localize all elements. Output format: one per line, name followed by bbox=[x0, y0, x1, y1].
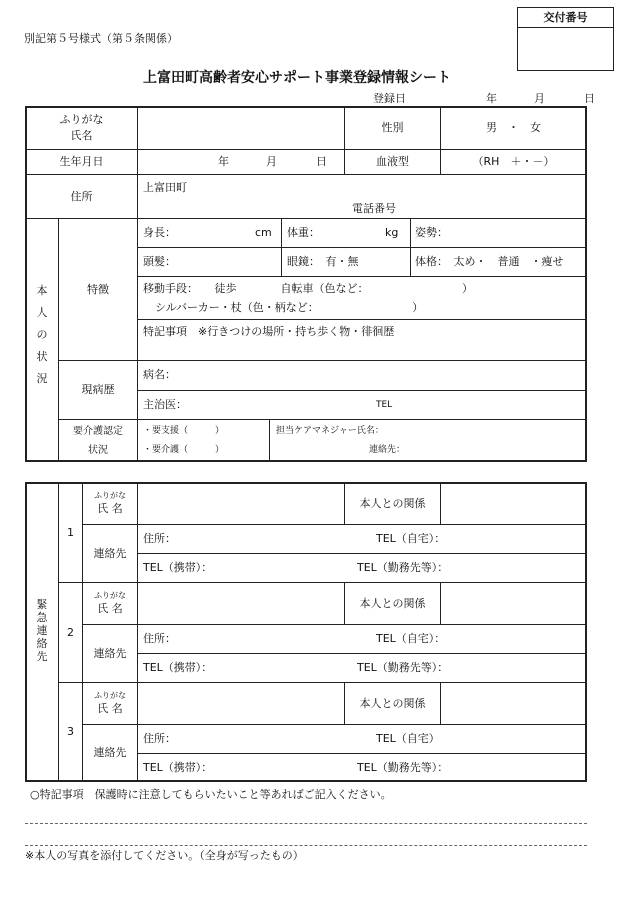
height-label: 身長： bbox=[143, 226, 176, 239]
emergency-number-1: 1 bbox=[67, 525, 74, 539]
contact-1-contact-label: 連絡先 bbox=[93, 546, 127, 560]
contact-3-contact-label: 連絡先 bbox=[93, 746, 127, 759]
glasses-label[interactable]: 眼鏡： 有・無 bbox=[287, 255, 359, 268]
address-label: 住所 bbox=[70, 189, 93, 203]
gender-label: 性別 bbox=[381, 121, 404, 134]
contact-2-tel-mobile-label: TEL（携帯）： bbox=[143, 661, 213, 674]
contact-2-name-field[interactable] bbox=[142, 588, 338, 619]
disease-label: 病名： bbox=[143, 368, 176, 381]
care-cert-label-1: 要介護認定 bbox=[73, 425, 123, 437]
height-unit: cm bbox=[255, 226, 272, 239]
form-number: 別記第５号様式（第５条関係） bbox=[24, 32, 178, 45]
contact-1-relation-field[interactable] bbox=[445, 488, 581, 519]
contact-1-furigana: ふりがな bbox=[94, 490, 126, 500]
contact-2-name-label: 氏 名 bbox=[97, 601, 123, 615]
gender-options[interactable]: 男 ・ 女 bbox=[486, 121, 541, 134]
care-manager-label: 担当ケアマネジャー氏名： bbox=[276, 426, 384, 436]
address-value[interactable]: 上富田町 bbox=[143, 181, 187, 194]
birth-day: 日 bbox=[316, 155, 327, 168]
birth-year: 年 bbox=[218, 155, 229, 168]
features-label: 特徴 bbox=[87, 282, 109, 296]
contact-1-relation-label: 本人との関係 bbox=[359, 496, 426, 510]
name-field[interactable] bbox=[142, 112, 338, 144]
contact-3-tel-work-label: TEL（勤務先等）： bbox=[357, 761, 449, 774]
care-cert-label-2: 状況 bbox=[88, 444, 108, 456]
phone-label: 電話番号 bbox=[352, 202, 396, 215]
contact-1-name-label: 氏 名 bbox=[97, 501, 123, 515]
issue-number-box bbox=[517, 7, 614, 71]
doctor-label: 主治医： bbox=[143, 398, 187, 411]
contact-1-tel-work-label: TEL（勤務先等）： bbox=[357, 561, 449, 574]
contact-3-relation-field[interactable] bbox=[445, 688, 581, 719]
contact-2-relation-label: 本人との関係 bbox=[359, 596, 426, 610]
contact-2-tel-work-label: TEL（勤務先等）： bbox=[357, 661, 449, 674]
doctor-tel-label: TEL bbox=[376, 400, 393, 410]
transport-cart-label[interactable]: シルバーカー・杖（色・柄など： ） bbox=[155, 301, 424, 314]
notes-line-2 bbox=[25, 845, 587, 846]
notes-line-1 bbox=[25, 823, 587, 824]
blood-type-options[interactable]: （RH ＋・－） bbox=[472, 155, 555, 168]
registration-date-label: 登録日 bbox=[373, 92, 406, 105]
contact-2-contact-label: 連絡先 bbox=[93, 646, 127, 660]
care-level[interactable]: ・要介護（ ） bbox=[143, 445, 225, 455]
contact-3-tel-home-label: TEL（自宅） bbox=[376, 732, 440, 745]
special-notes-label: 特記事項 ※行きつけの場所・持ち歩く物・徘徊歴 bbox=[143, 325, 395, 338]
contact-3-relation-label: 本人との関係 bbox=[359, 696, 426, 710]
contact-2-furigana: ふりがな bbox=[94, 590, 126, 600]
posture-label: 姿勢： bbox=[415, 226, 448, 239]
contact-3-tel-mobile-label: TEL（携帯）： bbox=[143, 761, 213, 774]
birthdate-label: 生年月日 bbox=[59, 155, 104, 168]
contact-2-name-header bbox=[83, 583, 137, 624]
status-section-label: 本人の状況 bbox=[36, 284, 48, 385]
emergency-number-2: 2 bbox=[67, 625, 74, 639]
weight-label: 体重： bbox=[287, 226, 320, 239]
contact-1-tel-mobile-label: TEL（携帯）： bbox=[143, 561, 213, 574]
care-cert-label bbox=[59, 420, 137, 461]
hair-label: 頭髪： bbox=[143, 255, 176, 268]
birth-month: 月 bbox=[266, 155, 277, 168]
registration-year: 年 bbox=[486, 92, 497, 105]
care-manager-contact-label: 連絡先： bbox=[369, 445, 406, 455]
emergency-section-label: 緊急連絡先 bbox=[36, 598, 48, 663]
blood-type-label: 血液型 bbox=[376, 155, 409, 168]
contact-3-name-label: 氏 名 bbox=[97, 701, 123, 715]
issue-number-label: 交付番号 bbox=[518, 8, 613, 28]
contact-3-name-field[interactable] bbox=[142, 688, 338, 719]
contact-1-tel-home-label: TEL（自宅）： bbox=[376, 532, 446, 545]
name-header bbox=[26, 107, 137, 149]
contact-1-address-label: 住所： bbox=[143, 532, 176, 545]
furigana-label: ふりがな bbox=[59, 113, 104, 126]
contact-2-relation-field[interactable] bbox=[445, 588, 581, 619]
registration-month: 月 bbox=[534, 92, 545, 105]
contact-2-address-label: 住所： bbox=[143, 632, 176, 645]
contact-1-name-field[interactable] bbox=[142, 488, 338, 519]
page-title: 上富田町高齢者安心サポート事業登録情報シート bbox=[143, 70, 451, 86]
contact-1-name-header bbox=[83, 483, 137, 524]
transport-label[interactable]: 移動手段： 徒歩 自転車（色など： ） bbox=[143, 282, 473, 295]
weight-unit: kg bbox=[385, 226, 399, 239]
contact-3-name-header bbox=[83, 683, 137, 724]
emergency-number-3: 3 bbox=[67, 725, 74, 738]
notes-label: ○特記事項 保護時に注意してもらいたいこと等あればご記入ください。 bbox=[30, 788, 392, 801]
medical-history-label: 現病歴 bbox=[81, 383, 115, 396]
contact-3-address-label: 住所： bbox=[143, 732, 176, 745]
issue-number-field[interactable] bbox=[520, 30, 608, 66]
contact-2-tel-home-label: TEL（自宅）： bbox=[376, 632, 446, 645]
photo-instruction: ※本人の写真を添付してください。（全身が写ったもの） bbox=[25, 849, 304, 862]
contact-3-furigana: ふりがな bbox=[94, 690, 126, 700]
registration-day: 日 bbox=[584, 92, 595, 105]
support-level[interactable]: ・要支援（ ） bbox=[143, 426, 225, 436]
name-label: 氏名 bbox=[70, 129, 93, 142]
build-label[interactable]: 体格： 太め・ 普通 ・痩せ bbox=[415, 255, 564, 268]
